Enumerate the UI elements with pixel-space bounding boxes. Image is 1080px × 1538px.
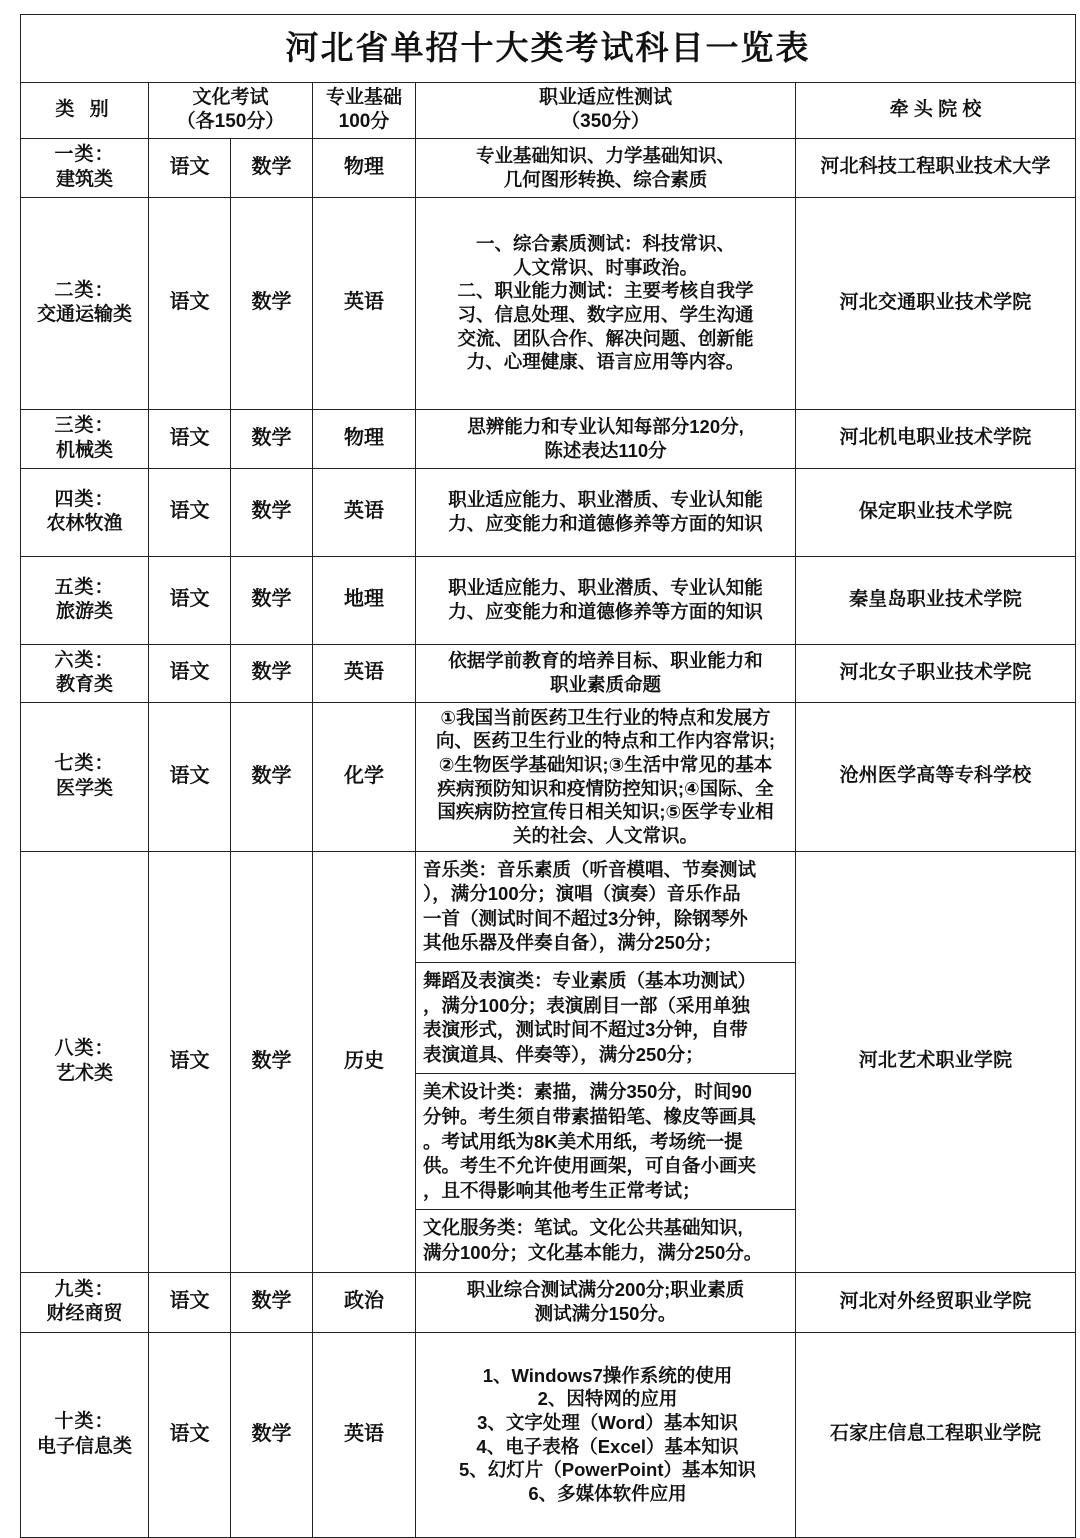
vocational-test-cell xyxy=(416,409,796,468)
text-line: 5、幻灯片（PowerPoint）基本知识 xyxy=(458,1459,757,1481)
category-number: 四类： xyxy=(54,488,115,510)
major-basis-subject-cell: 物理 xyxy=(313,138,416,197)
major-basis-subject-cell: 英语 xyxy=(313,644,416,702)
text-line: 职业适应能力、职业潜质、专业认知能 xyxy=(448,489,763,511)
chinese-subject-cell: 语文 xyxy=(149,851,231,1272)
exam-subject-table xyxy=(20,14,1076,1538)
category-cell xyxy=(21,556,149,644)
vocational-test-cell xyxy=(416,1272,796,1332)
table-row xyxy=(21,409,1076,468)
text-line: 4、电子表格（Excel）基本知识 xyxy=(476,1435,739,1457)
text-line: 习、信息处理、数字应用、学生沟通 xyxy=(457,304,754,326)
text-line: 几何图形转换、综合素质 xyxy=(503,168,708,190)
text-line: 国疾病防控宣传日相关知识;⑤医学专业相 xyxy=(437,801,774,823)
category-number: 一类： xyxy=(54,144,115,166)
category-cell xyxy=(21,409,149,468)
text-line: 二、职业能力测试：主要考核自我学 xyxy=(457,280,754,302)
math-subject-cell: 数学 xyxy=(231,644,313,702)
category-name: 建筑类 xyxy=(55,168,113,190)
chinese-subject-cell: 语文 xyxy=(149,197,231,409)
text-line: 力、心理健康、语言应用等内容。 xyxy=(466,351,745,373)
header-vocational-test xyxy=(416,83,796,139)
major-basis-subject-cell: 政治 xyxy=(313,1272,416,1332)
major-basis-subject-cell: 英语 xyxy=(313,468,416,556)
category-number: 十类： xyxy=(54,1411,115,1433)
math-subject-cell: 数学 xyxy=(231,556,313,644)
text-line: 陈述表达110分 xyxy=(544,439,667,461)
table-row xyxy=(21,644,1076,702)
text-line: ，且不得影响其他考生正常考试； xyxy=(423,1179,701,1201)
table-row xyxy=(21,138,1076,197)
header-culture-exam-line1: 文化考试 xyxy=(192,87,269,108)
text-line: 力、应变能力和道德修养等方面的知识 xyxy=(448,513,763,535)
art-subcategory-row xyxy=(416,1074,795,1210)
text-line: 交流、团队合作、解决问题、创新能 xyxy=(457,327,754,349)
category-number: 二类： xyxy=(54,279,115,301)
header-major-basis-line1: 专业基础 xyxy=(325,87,402,108)
major-basis-subject-cell: 地理 xyxy=(313,556,416,644)
text-line: ），满分100分；演唱（演奏）音乐作品 xyxy=(423,883,741,905)
art-subcategory-text xyxy=(416,1074,795,1210)
category-cell xyxy=(21,851,149,1272)
vocational-text xyxy=(421,649,790,696)
text-line: 表演形式，测试时间不超过3分钟，自带 xyxy=(423,1019,748,1041)
table-row xyxy=(21,1332,1076,1537)
math-subject-cell: 数学 xyxy=(231,468,313,556)
category-name: 电子信息类 xyxy=(36,1435,132,1457)
text-line: 分钟。考生须自带素描铅笔、橡皮等画具 xyxy=(423,1106,757,1127)
vocational-test-cell xyxy=(416,851,796,1272)
vocational-text xyxy=(421,1364,790,1506)
text-line: 2、因特网的应用 xyxy=(537,1388,678,1410)
vocational-test-cell xyxy=(416,138,796,197)
vocational-text xyxy=(421,232,790,374)
category-cell xyxy=(21,197,149,409)
header-culture-exam-line2: （各150分） xyxy=(176,111,285,133)
chinese-subject-cell: 语文 xyxy=(149,556,231,644)
text-line: 力、应变能力和道德修养等方面的知识 xyxy=(448,601,763,623)
text-line: 表演道具、伴奏等），满分250分； xyxy=(423,1043,704,1065)
math-subject-cell: 数学 xyxy=(231,409,313,468)
category-number: 八类： xyxy=(54,1038,115,1060)
table-row xyxy=(21,851,1076,1272)
text-line: ①我国当前医药卫生行业的特点和发展方 xyxy=(440,706,771,728)
header-culture-exam xyxy=(149,83,313,139)
category-name: 旅游类 xyxy=(55,601,113,623)
vocational-text xyxy=(421,1278,790,1325)
table-header-row xyxy=(21,83,1076,139)
text-line: 一首（测试时间不超过3分钟，除钢琴外 xyxy=(423,907,748,929)
text-line: ②生物医学基础知识;③生活中常见的基本 xyxy=(438,753,773,775)
category-cell xyxy=(21,138,149,197)
art-subcategory-text xyxy=(416,963,795,1074)
math-subject-cell: 数学 xyxy=(231,138,313,197)
header-lead-school: 牵 头 院 校 xyxy=(796,83,1076,139)
lead-school-cell: 保定职业技术学院 xyxy=(796,468,1076,556)
vocational-test-cell xyxy=(416,468,796,556)
text-line: 专业基础知识、力学基础知识、 xyxy=(475,144,735,166)
lead-school-cell: 河北机电职业技术学院 xyxy=(796,409,1076,468)
text-line: 供。考生不允许使用画架，可自备小画夹 xyxy=(423,1155,757,1177)
lead-school-cell: 河北女子职业技术学院 xyxy=(796,644,1076,702)
category-number: 三类： xyxy=(54,415,115,437)
art-subcategory-row xyxy=(416,852,795,963)
math-subject-cell: 数学 xyxy=(231,702,313,851)
text-line: 关的社会、人文常识。 xyxy=(512,824,698,846)
lead-school-cell: 河北交通职业技术学院 xyxy=(796,197,1076,409)
header-major-basis-line2: 100分 xyxy=(338,111,390,133)
art-subcategory-text xyxy=(416,852,795,963)
category-number: 九类： xyxy=(54,1278,115,1300)
category-number: 七类： xyxy=(54,753,115,775)
lead-school-cell: 沧州医学高等专科学校 xyxy=(796,702,1076,851)
header-category: 类 别 xyxy=(21,83,149,139)
category-number: 六类： xyxy=(54,649,115,671)
major-basis-subject-cell: 历史 xyxy=(313,851,416,1272)
vocational-test-cell xyxy=(416,702,796,851)
text-line: 疾病预防知识和疫情防控知识;④国际、全 xyxy=(437,777,774,799)
table-row xyxy=(21,702,1076,851)
math-subject-cell: 数学 xyxy=(231,197,313,409)
text-line: 依据学前教育的培养目标、职业能力和 xyxy=(448,650,763,672)
major-basis-subject-cell: 化学 xyxy=(313,702,416,851)
text-line: 职业适应能力、职业潜质、专业认知能 xyxy=(448,577,763,599)
math-subject-cell: 数学 xyxy=(231,1332,313,1537)
text-line: 美术设计类：素描，满分350分，时间90 xyxy=(423,1081,752,1103)
vocational-text xyxy=(421,415,790,462)
header-vocational-line1: 职业适应性测试 xyxy=(538,87,672,108)
vocational-test-cell xyxy=(416,644,796,702)
vocational-test-cell xyxy=(416,1332,796,1537)
lead-school-cell: 河北科技工程职业技术大学 xyxy=(796,138,1076,197)
vocational-test-cell xyxy=(416,556,796,644)
vocational-text xyxy=(421,576,790,623)
table-row xyxy=(21,1272,1076,1332)
math-subject-cell: 数学 xyxy=(231,1272,313,1332)
title-row xyxy=(21,15,1076,83)
category-name: 农林牧渔 xyxy=(46,513,123,535)
major-basis-subject-cell: 物理 xyxy=(313,409,416,468)
text-line: 1、Windows7操作系统的使用 xyxy=(482,1364,733,1386)
text-line: 测试满分150分。 xyxy=(534,1303,677,1325)
text-line: 职业综合测试满分200分;职业素质 xyxy=(466,1279,745,1301)
text-line: 音乐类：音乐素质（听音模唱、节奏测试 xyxy=(423,858,757,880)
text-line: 其他乐器及伴奏自备），满分250分； xyxy=(423,932,723,954)
text-line: 向、医药卫生行业的特点和工作内容常识; xyxy=(435,730,776,752)
major-basis-subject-cell: 英语 xyxy=(313,197,416,409)
header-major-basis xyxy=(313,83,416,139)
vocational-test-cell xyxy=(416,197,796,409)
category-name: 艺术类 xyxy=(55,1062,113,1084)
category-name: 财经商贸 xyxy=(46,1303,123,1325)
text-line: ，满分100分；表演剧目一部（采用单独 xyxy=(423,994,750,1016)
lead-school-cell: 秦皇岛职业技术学院 xyxy=(796,556,1076,644)
text-line: 人文常识、时事政治。 xyxy=(512,256,698,278)
table-row xyxy=(21,468,1076,556)
chinese-subject-cell: 语文 xyxy=(149,644,231,702)
chinese-subject-cell: 语文 xyxy=(149,409,231,468)
category-name: 交通运输类 xyxy=(36,304,132,326)
category-cell xyxy=(21,1272,149,1332)
table-row xyxy=(21,556,1076,644)
category-number: 五类： xyxy=(54,576,115,598)
lead-school-cell: 石家庄信息工程职业学院 xyxy=(796,1332,1076,1537)
chinese-subject-cell: 语文 xyxy=(149,1332,231,1537)
chinese-subject-cell: 语文 xyxy=(149,468,231,556)
category-cell xyxy=(21,702,149,851)
art-subcategory-row xyxy=(416,963,795,1074)
text-line: 6、多媒体软件应用 xyxy=(528,1482,687,1504)
art-subcategory-text xyxy=(416,1210,795,1272)
category-name: 教育类 xyxy=(55,674,113,696)
text-line: 职业素质命题 xyxy=(549,674,661,696)
text-line: 思辨能力和专业认知每部分120分, xyxy=(467,415,744,437)
table-row xyxy=(21,197,1076,409)
text-line: 一、综合素质测试：科技常识、 xyxy=(475,233,735,255)
category-cell xyxy=(21,1332,149,1537)
chinese-subject-cell: 语文 xyxy=(149,138,231,197)
vocational-text xyxy=(421,488,790,535)
text-line: 3、文字处理（Word）基本知识 xyxy=(477,1411,738,1433)
vocational-text xyxy=(421,144,790,191)
lead-school-cell: 河北艺术职业学院 xyxy=(796,851,1076,1272)
art-subcategory-table xyxy=(416,852,795,1272)
math-subject-cell: 数学 xyxy=(231,851,313,1272)
vocational-text xyxy=(421,706,790,848)
art-subcategory-row xyxy=(416,1210,795,1272)
category-cell xyxy=(21,644,149,702)
chinese-subject-cell: 语文 xyxy=(149,702,231,851)
text-line: 。考试用纸为8K美术用纸，考场统一提 xyxy=(423,1130,743,1152)
lead-school-cell: 河北对外经贸职业学院 xyxy=(796,1272,1076,1332)
text-line: 文化服务类：笔试。文化公共基础知识, xyxy=(423,1217,743,1239)
category-name: 机械类 xyxy=(55,439,113,461)
category-name: 医学类 xyxy=(55,777,113,799)
header-vocational-line2: （350分） xyxy=(561,111,650,133)
text-line: 舞蹈及表演类：专业素质（基本功测试） xyxy=(423,970,757,992)
chinese-subject-cell: 语文 xyxy=(149,1272,231,1332)
page-title: 河北省单招十大类考试科目一览表 xyxy=(21,15,1076,83)
category-cell xyxy=(21,468,149,556)
major-basis-subject-cell: 英语 xyxy=(313,1332,416,1537)
text-line: 满分100分；文化基本能力，满分250分。 xyxy=(423,1241,763,1263)
